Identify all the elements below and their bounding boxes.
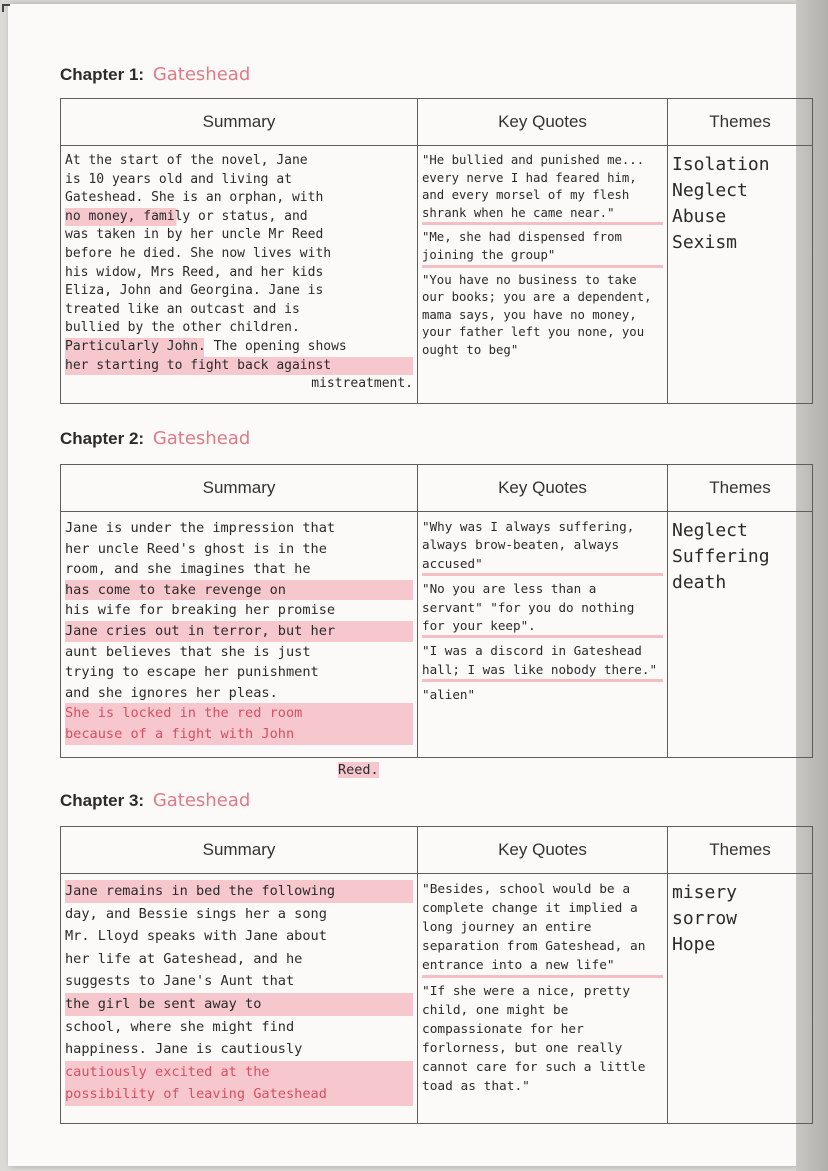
chapter-1-place: Gateshead (152, 64, 251, 85)
themes-cell (668, 146, 813, 404)
summary-line: her starting to fight back against (65, 357, 413, 376)
quote: "If she were a nice, pretty child, one might be compassionate for her forlorness, but one really cannot care for such a little toad as that." (422, 984, 646, 1094)
summary-line: is 10 years old and living at (65, 171, 292, 187)
summary-line: aunt believes that she is just (65, 643, 311, 660)
summary-line: and she ignores her pleas. (65, 684, 278, 701)
themes-cell (668, 874, 813, 1124)
quote: "Why was I always suffering, always brow-beaten, always accused" (422, 518, 663, 576)
summary-line: has come to take revenge on (65, 580, 413, 601)
summary-line: Jane is under the impression that (65, 520, 336, 536)
summary-line: his wife for breaking her promise (65, 602, 336, 619)
themes-cell (668, 512, 813, 758)
summary-line: happiness. Jane is cautiously (65, 1041, 303, 1058)
summary-line: room, and she imagines that he (65, 561, 311, 578)
quote: "You have no business to take our books; you are a dependent, mama says, you have no money, your father left you none, you ought to beg" (422, 272, 652, 357)
quote: "alien" (422, 687, 476, 703)
chapter-3-place: Gateshead (152, 790, 251, 811)
summary-line: her life at Gateshead, and he (65, 950, 303, 967)
chapter-2-place: Gateshead (152, 428, 251, 449)
quotes-header: Key Quotes (418, 827, 668, 874)
chapter-2-label: Chapter 2: (60, 429, 145, 448)
summary-line: day, and Bessie sings her a song (65, 905, 327, 922)
summary-line: Mr. Lloyd speaks with Jane about (65, 928, 327, 945)
quotes-header: Key Quotes (418, 99, 668, 146)
theme: Neglect (672, 520, 748, 541)
quote: "He bullied and punished me... every nerve I had feared him, and every morsel of my flesh shrank when he came near." (422, 152, 663, 225)
summary-header: Summary (61, 99, 418, 146)
chapter-3-table (60, 826, 813, 1124)
summary-line: no money, family or status, and (65, 208, 413, 227)
quotes-cell (418, 874, 668, 1124)
summary-line: before he died. She now lives with (65, 245, 332, 261)
summary-line: his widow, Mrs Reed, and her kids (65, 264, 324, 280)
theme: Suffering (672, 546, 770, 567)
summary-line: cautiously excited at the (65, 1061, 413, 1084)
summary-line: suggests to Jane's Aunt that (65, 973, 295, 990)
chapter-1-label: Chapter 1: (60, 65, 145, 84)
quotes-cell (418, 512, 668, 758)
chapter-3-label: Chapter 3: (60, 791, 145, 810)
summary-line: mistreatment. (311, 376, 413, 392)
theme: Abuse (672, 206, 727, 227)
summary-line: possibility of leaving Gateshead (65, 1083, 413, 1106)
corner-mark (2, 4, 10, 12)
themes-header: Themes (668, 827, 813, 874)
quotes-header: Key Quotes (418, 465, 668, 512)
summary-line: the girl be sent away to (65, 993, 413, 1016)
summary-line: bullied by the other children. (65, 320, 300, 336)
chapter-1-heading (60, 64, 250, 85)
summary-line: because of a fight with John (65, 724, 413, 745)
summary-line: treated like an outcast and is (65, 301, 300, 317)
theme: Hope (672, 934, 716, 955)
summary-cell (61, 146, 418, 404)
themes-header: Themes (668, 465, 813, 512)
quote: "Me, she had dispensed from joining the group" (422, 229, 663, 267)
quote: "Besides, school would be a complete change it implied a long journey an entire separation from Gateshead, an entrance into a new life" (422, 880, 663, 978)
chapter-2-heading (60, 428, 250, 449)
summary-line: Jane remains in bed the following (65, 880, 413, 903)
summary-line: Particularly John. The opening shows (65, 338, 413, 357)
summary-line: her uncle Reed's ghost is in the (65, 540, 327, 557)
summary-header: Summary (61, 827, 418, 874)
summary-overflow-line: Reed. (338, 762, 379, 778)
summary-line: was taken in by her uncle Mr Reed (65, 227, 324, 243)
quotes-cell (418, 146, 668, 404)
quote: "No you are less than a servant" "for you do nothing for your keep". (422, 580, 663, 638)
chapter-3-heading (60, 790, 250, 811)
summary-cell (61, 874, 418, 1124)
summary-line: Gateshead. She is an orphan, with (65, 190, 324, 206)
summary-header: Summary (61, 465, 418, 512)
quote: "I was a discord in Gateshead hall; I was like nobody there." (422, 642, 663, 682)
summary-line: trying to escape her punishment (65, 664, 319, 681)
summary-line: At the start of the novel, Jane (65, 153, 308, 168)
chapter-2-table (60, 464, 813, 758)
theme: Neglect (672, 180, 748, 201)
summary-line: She is locked in the red room (65, 703, 413, 724)
theme: misery (672, 882, 738, 903)
chapter-1-table (60, 98, 813, 404)
theme: sorrow (672, 908, 738, 929)
theme: death (672, 572, 727, 593)
theme: Isolation (672, 154, 770, 175)
summary-line: Jane cries out in terror, but her (65, 621, 413, 642)
summary-line: school, where she might find (65, 1018, 295, 1035)
summary-line: Eliza, John and Georgina. Jane is (65, 283, 324, 299)
theme: Sexism (672, 232, 738, 253)
themes-header: Themes (668, 99, 813, 146)
summary-cell (61, 512, 418, 758)
